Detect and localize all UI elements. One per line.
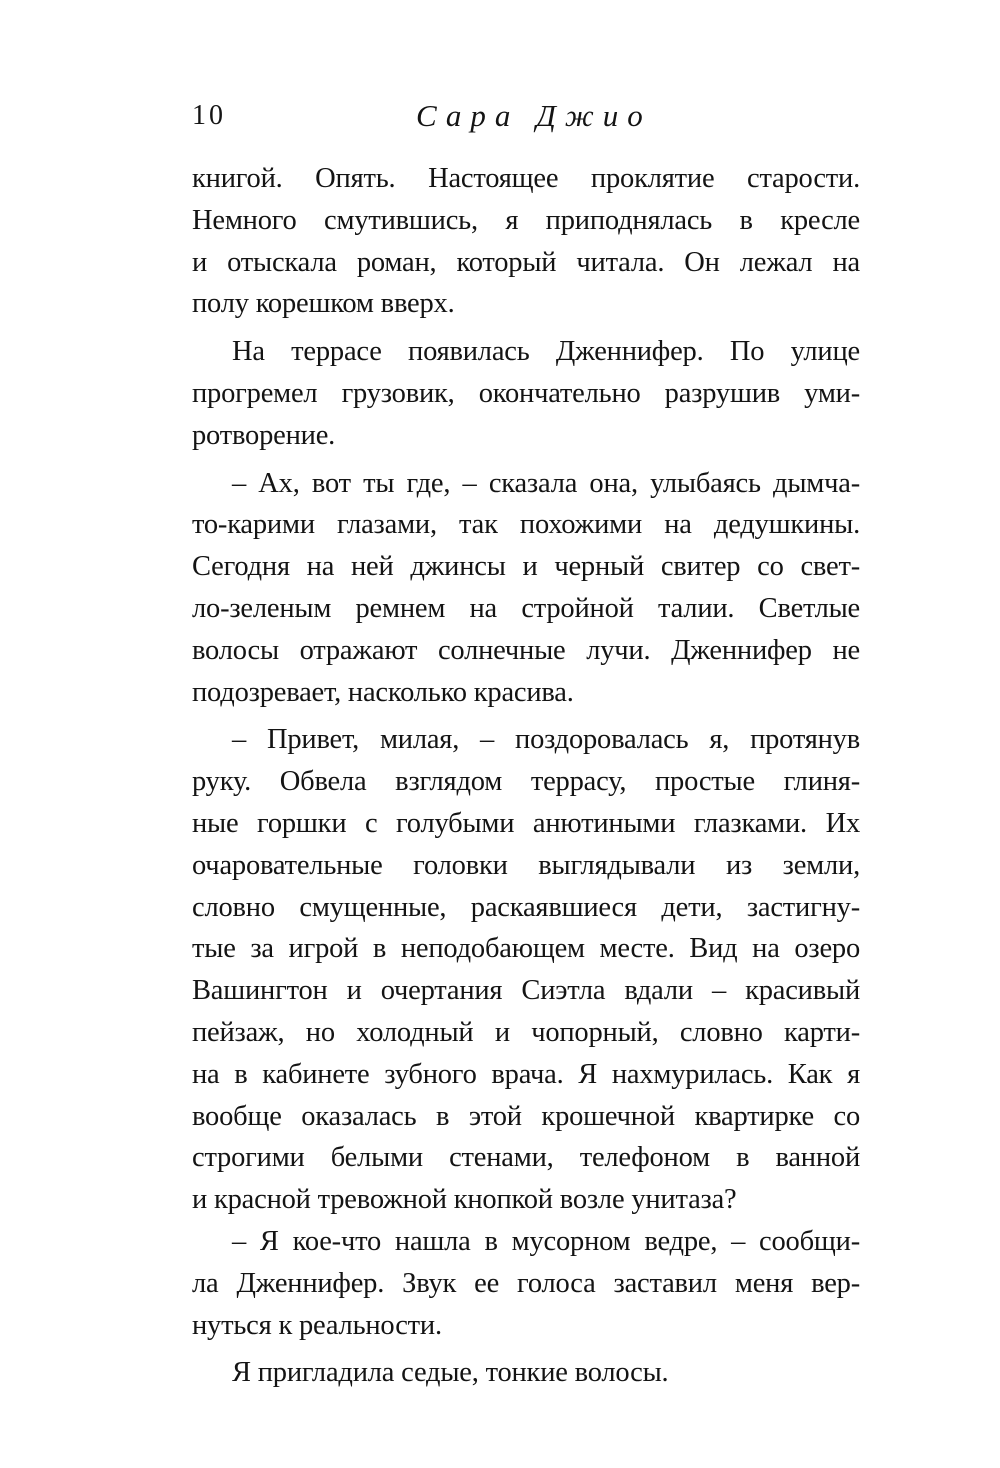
paragraph: [192, 719, 860, 1221]
paragraph: [192, 331, 860, 456]
text-line: очаровательные головки выглядывали из земли,: [192, 849, 860, 881]
text-line: тые за игрой в неподобающем месте. Вид на озеро: [192, 933, 860, 965]
text-line: – Ах, вот ты где, – сказала она, улыбаясь дымча-: [232, 467, 860, 499]
body-text: [192, 158, 860, 1394]
text-line: то-карими глазами, так похожими на дедушкины.: [192, 509, 860, 541]
page-number: 10: [192, 100, 226, 131]
text-line: и красной тревожной кнопкой возле унитаза?: [192, 1184, 737, 1216]
text-line: волосы отражают солнечные лучи. Дженнифер не: [192, 634, 860, 666]
text-line: строгими белыми стенами, телефоном в ванной: [192, 1142, 860, 1174]
text-line: руку. Обвела взглядом террасу, простые глиня-: [192, 766, 860, 798]
text-line: – Я кое-что нашла в мусорном ведре, – сообщи-: [232, 1225, 860, 1257]
text-line: вообще оказалась в этой крошечной квартирке со: [192, 1100, 860, 1132]
text-line: и отыскала роман, который читала. Он лежал на: [192, 246, 860, 278]
text-line: пейзаж, но холодный и чопорный, словно карти-: [192, 1016, 860, 1048]
text-line: На террасе появилась Дженнифер. По улице: [232, 336, 860, 368]
text-line: нуться к реальности.: [192, 1309, 442, 1341]
text-line: Немного смутившись, я приподнялась в кресле: [192, 204, 860, 236]
paragraph: [192, 158, 860, 325]
text-line: на в кабинете зубного врача. Я нахмурилась. Как я: [192, 1058, 860, 1090]
text-line: ла Дженнифер. Звук ее голоса заставил меня вер-: [192, 1267, 860, 1299]
text-line: прогремел грузовик, окончательно разрушив уми-: [192, 377, 860, 409]
text-line: – Привет, милая, – поздоровалась я, протянув: [232, 724, 860, 756]
paragraph: [192, 1352, 860, 1394]
text-line: полу корешком вверх.: [192, 288, 455, 320]
text-line: словно смущенные, раскаявшиеся дети, застигну-: [192, 891, 860, 923]
text-line: Я пригладила седые, тонкие волосы.: [232, 1357, 669, 1389]
page-header: [192, 96, 858, 136]
text-line: ротворение.: [192, 419, 336, 451]
paragraph: [192, 1221, 860, 1346]
text-line: книгой. Опять. Настоящее проклятие старости.: [192, 163, 860, 194]
paragraph: [192, 463, 860, 714]
text-line: Вашингтон и очертания Сиэтла вдали – красивый: [192, 975, 860, 1007]
text-line: Сегодня на ней джинсы и черный свитер со свет-: [192, 551, 860, 583]
text-line: подозревает, насколько красива.: [192, 676, 574, 708]
text-line: ные горшки с голубыми анютиными глазками. Их: [192, 807, 860, 839]
text-line: ло-зеленым ремнем на стройной талии. Светлые: [192, 592, 860, 624]
running-title: Сара Джио: [416, 98, 652, 133]
